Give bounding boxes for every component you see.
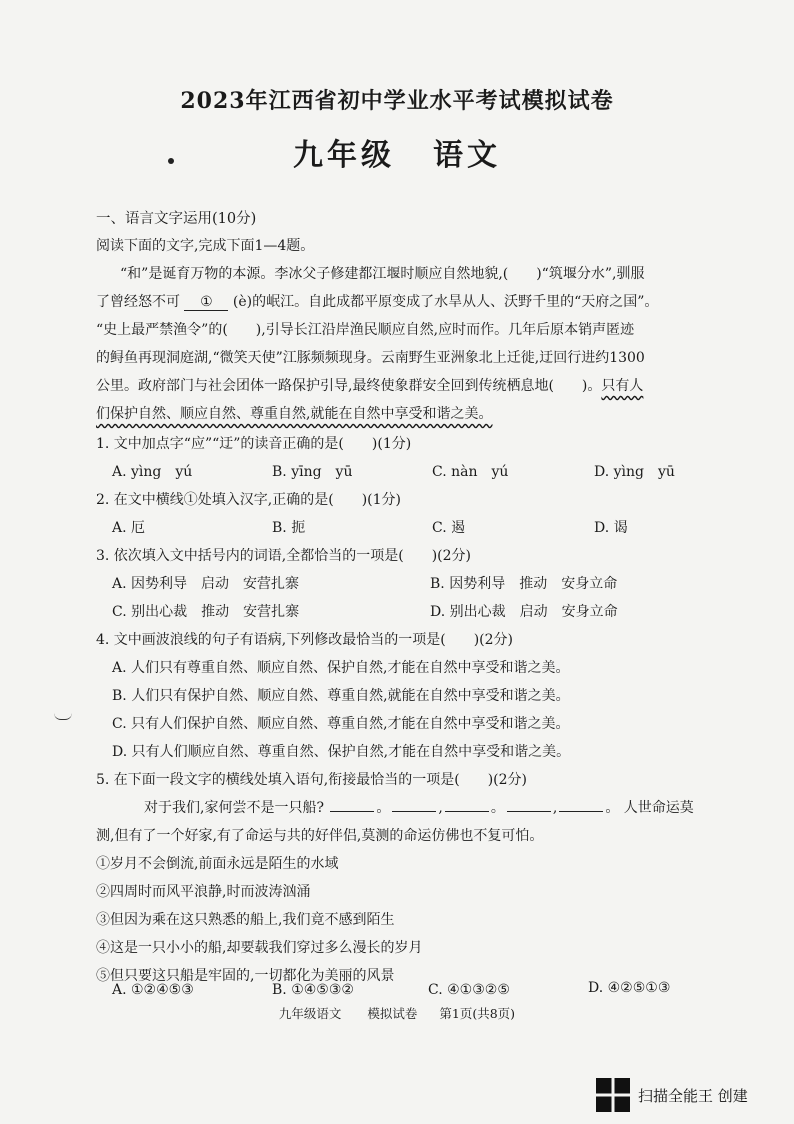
qr-code-icon [596, 1078, 630, 1112]
q3-option-c[interactable]: C. 别出心裁 推动 安营扎寨 [112, 604, 300, 620]
q4-option-d[interactable]: D. 只有人们顺应自然、尊重自然、保护自然,才能在自然中享受和谐之美。 [112, 744, 571, 760]
wavy-sentence-end: 们保护自然、顺应自然、尊重自然,就能在自然中享受和谐之美。 [96, 406, 493, 422]
q5-option-b[interactable]: B. ①④⑤③② [272, 982, 354, 998]
scanner-watermark [596, 1078, 748, 1112]
q5-item-2: ②四周时而风平浪静,时而波涛汹涌 [96, 884, 311, 900]
question-2-stem: 2. 在文中横线①处填入汉字,正确的是( )(1分) [96, 492, 402, 508]
q4-option-b[interactable]: B. 人们只有保护自然、顺应自然、尊重自然,就能在自然中享受和谐之美。 [112, 688, 570, 704]
q1-option-c[interactable]: C. nàn yú [432, 464, 509, 480]
q5-option-a[interactable]: A. ①②④⑤③ [112, 982, 194, 998]
q2-option-b[interactable]: B. 扼 [272, 520, 306, 536]
passage-line-3: “史上最严禁渔令”的( ),引导长江沿岸渔民顺应自然,应时而作。几年后原本销声匿迹 [96, 322, 635, 338]
blank-1: ① [184, 294, 228, 311]
passage-line-4: 的鲟鱼再现洞庭湖,“微笑天使”江豚频频现身。云南野生亚洲象北上迁徙,迂回行进约1300 [96, 350, 645, 366]
q5-item-3: ③但因为乘在这只熟悉的船上,我们竟不感到陌生 [96, 912, 395, 928]
q2-option-a[interactable]: A. 厄 [112, 520, 146, 536]
ink-dot [168, 158, 174, 164]
q5-item-5: ⑤但只要这只船是牢固的,一切都化为美丽的风景 [96, 968, 395, 984]
question-1-stem: 1. 文中加点字“应”“迂”的读音正确的是( )(1分) [96, 436, 412, 452]
q1-option-a[interactable]: A. yìng yú [112, 464, 193, 480]
page-footer [0, 1004, 794, 1022]
subject-label: 语文 [433, 138, 501, 173]
q5-blank-4 [507, 811, 551, 812]
pen-mark [54, 713, 72, 720]
footer-page: 第1页(共8页) [439, 1006, 516, 1021]
section-instruction: 阅读下面的文字,完成下面1—4题。 [96, 238, 315, 254]
q3-option-d[interactable]: D. 别出心裁 启动 安身立命 [430, 604, 618, 620]
q5-option-c[interactable]: C. ④①③②⑤ [428, 982, 510, 998]
passage-line-6 [96, 403, 492, 423]
q1-option-d[interactable]: D. yìng yū [594, 464, 675, 480]
q5-blank-1 [330, 811, 374, 812]
wavy-sentence-start: 只有人 [601, 378, 644, 394]
section-heading: 一、语言文字运用(10分) [96, 211, 257, 227]
q5-option-d[interactable]: D. ④②⑤①③ [588, 980, 671, 996]
q5-text-line-1: 对于我们,家何尝不是一只船? 。 , 。 , 。 人世命运莫 [144, 800, 694, 816]
q5-item-4: ④这是一只小小的船,却要载我们穿过多么漫长的岁月 [96, 940, 423, 956]
q4-option-c[interactable]: C. 只有人们保护自然、顺应自然、尊重自然,才能在自然中享受和谐之美。 [112, 716, 570, 732]
q5-blank-5 [559, 811, 603, 812]
q1-option-b[interactable]: B. yīng yū [272, 464, 353, 480]
q4-option-a[interactable]: A. 人们只有尊重自然、顺应自然、保护自然,才能在自然中享受和谐之美。 [112, 660, 570, 676]
q3-option-a[interactable]: A. 因势利导 启动 安营扎寨 [112, 576, 300, 592]
q5-item-1: ①岁月不会倒流,前面永远是陌生的水域 [96, 856, 339, 872]
question-4-stem: 4. 文中画波浪线的句子有语病,下列修改最恰当的一项是( )(2分) [96, 632, 514, 648]
q2-option-c[interactable]: C. 遏 [432, 520, 466, 536]
question-3-stem: 3. 依次填入文中括号内的词语,全都恰当的一项是( )(2分) [96, 548, 472, 564]
exam-subtitle [0, 130, 794, 174]
q2-option-d[interactable]: D. 谒 [594, 520, 628, 536]
grade-label: 九年级 [293, 138, 395, 173]
q3-option-b[interactable]: B. 因势利导 推动 安身立命 [430, 576, 618, 592]
question-5-stem: 5. 在下面一段文字的横线处填入语句,衔接最恰当的一项是( )(2分) [96, 772, 528, 788]
q5-blank-2 [392, 811, 436, 812]
exam-title: 2023年江西省初中学业水平考试模拟试卷 [180, 88, 614, 114]
passage-line-2: 了曾经怒不可 ① (è)的岷江。自此成都平原变成了水旱从人、沃野千里的“天府之国”。 [96, 294, 659, 310]
q5-text-line-2: 测,但有了一个好家,有了命运与共的好伴侣,莫测的命运仿佛也不复可怕。 [96, 828, 544, 844]
passage-line-1: “和”是诞育万物的本源。李冰父子修建都江堰时顺应自然地貌,( )“筑堰分水”,驯服 [120, 266, 645, 282]
footer-subject: 九年级语文 [278, 1006, 342, 1021]
q5-blank-3 [445, 811, 489, 812]
passage-line-5: 公里。政府部门与社会团体一路保护引导,最终使象群安全回到传统栖息地( )。只有人 [96, 378, 644, 394]
scanner-watermark-text: 扫描全能王 创建 [638, 1086, 748, 1105]
footer-type: 模拟试卷 [367, 1006, 418, 1021]
